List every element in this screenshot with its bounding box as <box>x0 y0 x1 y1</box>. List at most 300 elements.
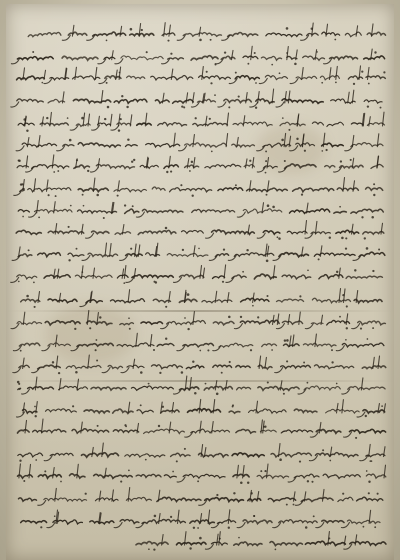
ink-stroke <box>288 315 290 325</box>
ink-stroke <box>183 343 214 347</box>
ink-stroke <box>199 500 207 505</box>
ink-stroke <box>303 56 325 60</box>
ink-stroke <box>290 78 298 83</box>
ink-dot <box>260 470 262 472</box>
handwritten-line <box>21 289 382 308</box>
ink-dot <box>242 271 244 273</box>
ink-stroke <box>338 497 353 501</box>
ink-stroke <box>320 246 322 256</box>
ink-dot <box>238 96 240 98</box>
ink-stroke <box>158 122 187 126</box>
ink-stroke <box>279 520 318 523</box>
ink-stroke <box>366 76 385 79</box>
ink-dot <box>153 349 155 351</box>
ink-stroke <box>367 32 385 35</box>
ink-stroke <box>334 211 346 213</box>
ink-stroke <box>19 498 37 501</box>
ink-stroke <box>55 224 57 235</box>
ink-stroke <box>299 312 301 324</box>
ink-stroke <box>229 78 237 83</box>
ink-dot <box>342 294 344 296</box>
ink-stroke <box>294 409 317 412</box>
ink-stroke <box>27 138 29 147</box>
ink-stroke <box>142 209 183 212</box>
ink-stroke <box>159 514 161 524</box>
ink-stroke <box>92 231 109 234</box>
ink-stroke <box>126 277 134 282</box>
ink-stroke <box>305 233 313 238</box>
ink-dot <box>350 159 352 161</box>
ink-stroke <box>228 510 230 524</box>
ink-stroke <box>11 59 19 64</box>
ink-dot <box>154 515 157 518</box>
ink-stroke <box>72 429 109 433</box>
handwritten-line <box>12 243 385 262</box>
ink-dot <box>254 52 256 54</box>
ink-stroke <box>259 356 261 369</box>
handwritten-line <box>17 66 386 85</box>
ink-stroke <box>217 534 219 545</box>
ink-dot <box>181 371 184 374</box>
ink-stroke <box>345 32 361 37</box>
ink-dot <box>219 538 221 540</box>
ink-dot <box>253 515 255 517</box>
ink-stroke <box>364 56 385 59</box>
ink-dot <box>339 206 341 208</box>
ink-stroke <box>205 544 213 549</box>
ink-stroke <box>173 100 194 104</box>
ink-dot <box>284 339 286 341</box>
ink-dot <box>68 259 70 261</box>
ink-stroke <box>32 165 69 169</box>
ink-dot <box>199 39 202 42</box>
ink-stroke <box>348 386 385 389</box>
ink-stroke <box>357 497 383 501</box>
ink-stroke <box>120 255 128 260</box>
ink-dot <box>106 40 108 42</box>
ink-stroke <box>293 188 334 192</box>
ink-stroke <box>137 123 151 125</box>
ink-dot <box>364 237 366 239</box>
ink-dot <box>167 40 169 42</box>
ink-stroke <box>377 156 379 168</box>
ink-dot <box>283 393 285 395</box>
ink-dot <box>117 195 119 197</box>
ink-stroke <box>136 542 168 546</box>
ink-stroke <box>130 34 154 37</box>
ink-stroke <box>282 275 311 279</box>
ink-stroke <box>130 115 132 126</box>
ink-dot <box>266 260 269 263</box>
ink-dot <box>140 404 142 406</box>
ink-stroke <box>366 474 386 478</box>
ink-stroke <box>352 324 360 329</box>
ink-dot <box>148 383 150 385</box>
ink-stroke <box>113 430 138 433</box>
ink-stroke <box>121 56 163 60</box>
ink-stroke <box>183 33 221 37</box>
ink-dot <box>366 247 369 250</box>
ink-dot <box>165 338 167 340</box>
ink-stroke <box>134 269 136 279</box>
ink-stroke <box>177 35 185 40</box>
ink-stroke <box>200 421 202 433</box>
ink-dot <box>76 248 78 250</box>
ink-stroke <box>171 453 190 456</box>
ink-stroke <box>266 244 268 256</box>
ink-stroke <box>45 321 80 325</box>
ink-stroke <box>232 144 255 147</box>
ink-stroke <box>84 410 109 413</box>
ink-stroke <box>226 134 228 147</box>
ink-stroke <box>132 275 173 278</box>
ink-stroke <box>360 456 368 461</box>
ink-stroke <box>17 57 53 60</box>
ink-stroke <box>279 253 308 257</box>
ink-stroke <box>215 381 217 390</box>
ink-dot <box>162 406 164 408</box>
ink-stroke <box>136 333 138 346</box>
ink-stroke <box>234 324 242 329</box>
ink-dot <box>240 316 242 318</box>
ink-dot <box>20 350 22 352</box>
ink-stroke <box>246 159 248 168</box>
ink-stroke <box>88 253 118 257</box>
ink-stroke <box>152 187 165 190</box>
ink-stroke <box>126 497 151 500</box>
ink-stroke <box>77 343 113 346</box>
ink-dot <box>87 170 89 172</box>
ink-dot <box>128 317 130 319</box>
ink-stroke <box>347 520 380 524</box>
ink-stroke <box>47 523 55 528</box>
ink-stroke <box>213 276 225 279</box>
ink-dot <box>206 71 208 73</box>
ink-dot <box>360 328 362 330</box>
ink-stroke <box>42 117 44 126</box>
ink-dot <box>371 216 374 219</box>
ink-dot <box>235 72 237 74</box>
ink-dot <box>372 327 374 329</box>
ink-dot <box>145 459 147 461</box>
ink-dot <box>184 448 186 450</box>
ink-dot <box>322 449 324 451</box>
ink-dot <box>267 381 269 383</box>
ink-stroke <box>171 69 173 79</box>
ink-dot <box>55 195 57 197</box>
ink-stroke <box>16 230 41 234</box>
ink-dot <box>252 305 254 307</box>
ink-stroke <box>350 429 386 433</box>
ink-stroke <box>277 299 304 302</box>
ink-dot <box>265 150 267 152</box>
ink-stroke <box>327 122 344 126</box>
ink-dot <box>275 549 277 551</box>
ink-dot <box>141 29 143 31</box>
ink-dot <box>35 415 37 417</box>
ink-stroke <box>193 122 228 126</box>
ink-stroke <box>224 265 226 278</box>
ink-dot <box>52 361 54 363</box>
ink-stroke <box>346 314 348 325</box>
ink-stroke <box>354 300 382 303</box>
ink-dot <box>75 371 78 374</box>
ink-stroke <box>136 212 144 217</box>
ink-stroke <box>200 266 202 279</box>
ink-stroke <box>91 387 126 390</box>
ink-stroke <box>272 89 274 103</box>
ink-stroke <box>127 365 144 368</box>
ink-dot <box>170 171 172 173</box>
ink-dot <box>368 480 370 482</box>
ink-dot <box>19 460 21 462</box>
ink-dot <box>22 216 24 218</box>
ink-dot <box>89 327 91 329</box>
ink-stroke <box>237 387 251 390</box>
ink-stroke <box>237 523 245 528</box>
ink-dot <box>46 117 48 119</box>
ink-dot <box>103 217 105 219</box>
ink-stroke <box>322 32 340 35</box>
ink-dot <box>193 527 195 529</box>
ink-dot <box>294 63 297 66</box>
ink-stroke <box>78 143 120 147</box>
ink-stroke <box>179 146 187 151</box>
ink-stroke <box>96 164 134 168</box>
ink-stroke <box>323 474 360 478</box>
ink-dot <box>377 493 379 495</box>
ink-stroke <box>363 410 385 413</box>
ink-stroke <box>312 122 323 125</box>
ink-stroke <box>110 244 112 257</box>
ink-dot <box>326 149 328 151</box>
ink-stroke <box>237 212 245 217</box>
ink-dot <box>211 151 213 153</box>
handwritten-line <box>11 46 384 65</box>
ink-stroke <box>206 233 214 238</box>
ink-stroke <box>366 187 383 190</box>
ink-dot <box>197 527 199 529</box>
ink-stroke <box>105 243 107 256</box>
ink-stroke <box>105 76 121 79</box>
handwritten-line <box>18 419 386 439</box>
ink-stroke <box>241 298 269 302</box>
ink-dot <box>23 480 25 482</box>
ink-stroke <box>161 324 169 329</box>
ink-stroke <box>259 78 267 83</box>
ink-stroke <box>305 541 345 545</box>
ink-dot <box>74 328 76 330</box>
ink-stroke <box>270 542 302 546</box>
handwritten-line <box>16 133 383 152</box>
ink-dot <box>233 492 235 494</box>
ink-dot <box>282 117 284 119</box>
ink-stroke <box>42 346 50 351</box>
ink-stroke <box>342 343 384 347</box>
ink-stroke <box>280 122 305 126</box>
ink-stroke <box>213 321 234 324</box>
ink-stroke <box>128 290 130 303</box>
ink-dot <box>304 150 306 152</box>
ink-dot <box>293 504 295 506</box>
ink-stroke <box>22 389 30 394</box>
ink-dot <box>96 194 99 197</box>
ink-dot <box>42 82 44 84</box>
ink-stroke <box>281 430 313 433</box>
ink-dot <box>192 360 194 362</box>
ink-stroke <box>141 322 163 325</box>
ink-dot <box>72 405 74 407</box>
ink-stroke <box>38 475 61 479</box>
ink-stroke <box>227 113 229 126</box>
ink-stroke <box>340 165 364 168</box>
ink-dot <box>255 107 257 109</box>
ink-dot <box>187 293 190 296</box>
ink-dot <box>181 105 183 107</box>
ink-dot <box>263 426 265 428</box>
ink-dot <box>28 249 30 251</box>
ink-dot <box>83 205 85 207</box>
ink-dot <box>368 492 370 494</box>
ink-stroke <box>56 335 58 347</box>
ink-dot <box>346 305 348 307</box>
manuscript-page <box>6 4 394 560</box>
ink-stroke <box>125 454 165 457</box>
ink-dot <box>33 282 35 284</box>
ink-stroke <box>193 135 195 147</box>
ink-stroke <box>77 379 79 390</box>
ink-dot <box>296 138 298 140</box>
ink-stroke <box>72 25 74 36</box>
ink-stroke <box>191 56 218 61</box>
ink-stroke <box>205 164 241 168</box>
ink-dot <box>361 216 363 218</box>
ink-stroke <box>281 365 311 368</box>
ink-stroke <box>322 143 344 146</box>
ink-stroke <box>93 268 95 278</box>
ink-dot <box>199 537 202 540</box>
ink-stroke <box>217 520 235 524</box>
ink-dot <box>183 106 185 108</box>
handwritten-line <box>16 221 384 240</box>
ink-stroke <box>18 210 29 212</box>
handwritten-line <box>11 311 385 331</box>
ink-stroke <box>136 474 161 477</box>
ink-dot <box>127 138 129 140</box>
ink-dot <box>374 51 376 53</box>
ink-stroke <box>193 312 195 325</box>
ink-stroke <box>121 368 129 373</box>
ink-dot <box>345 237 347 239</box>
ink-stroke <box>368 67 370 79</box>
ink-stroke <box>261 56 281 60</box>
ink-dot <box>124 204 126 206</box>
ink-dot <box>76 159 78 161</box>
ink-stroke <box>232 50 234 59</box>
ink-stroke <box>48 231 83 234</box>
ink-dot <box>172 471 174 473</box>
ink-dot <box>187 328 189 330</box>
ink-stroke <box>301 498 333 502</box>
ink-stroke <box>177 477 185 482</box>
ink-stroke <box>339 268 341 278</box>
ink-dot <box>373 194 375 196</box>
ink-stroke <box>157 344 174 347</box>
ink-dot <box>18 281 20 283</box>
ink-stroke <box>296 143 315 146</box>
ink-dot <box>311 28 313 30</box>
handwritten-line <box>19 488 383 506</box>
ink-dot <box>121 95 123 97</box>
ink-dot <box>189 547 191 549</box>
ink-dot <box>250 492 252 494</box>
ink-stroke <box>62 35 70 40</box>
ink-stroke <box>253 293 255 302</box>
ink-dot <box>68 226 70 228</box>
ink-stroke <box>16 146 24 151</box>
ink-stroke <box>28 387 54 390</box>
ink-dot <box>373 183 375 185</box>
ink-stroke <box>114 523 122 528</box>
ink-stroke <box>268 498 295 502</box>
ink-dot <box>288 129 290 131</box>
ink-stroke <box>346 276 382 278</box>
ink-stroke <box>258 386 299 390</box>
ink-dot <box>130 28 133 31</box>
ink-dot <box>240 481 243 484</box>
ink-stroke <box>137 410 153 414</box>
ink-dot <box>40 526 42 528</box>
ink-stroke <box>182 230 204 233</box>
ink-dot <box>249 160 251 162</box>
ink-stroke <box>208 510 210 524</box>
ink-dot <box>228 106 230 108</box>
ink-stroke <box>356 26 358 36</box>
ink-stroke <box>188 409 221 413</box>
ink-dot <box>197 480 199 482</box>
ink-dot <box>354 269 356 271</box>
ink-stroke <box>337 403 339 413</box>
ink-stroke <box>224 99 251 102</box>
ink-stroke <box>250 102 258 107</box>
ink-dot <box>214 94 216 96</box>
ink-dot <box>257 316 259 318</box>
ink-dot <box>279 72 281 74</box>
ink-dot <box>148 548 150 550</box>
ink-dot <box>346 327 348 329</box>
ink-stroke <box>301 35 309 40</box>
ink-stroke <box>18 388 21 389</box>
ink-dot <box>54 515 56 517</box>
ink-stroke <box>191 429 230 433</box>
ink-dot <box>106 82 108 84</box>
ink-dot <box>279 458 282 461</box>
ink-stroke <box>11 324 19 329</box>
ink-dot <box>153 281 155 283</box>
handwritten-line <box>18 464 386 484</box>
ink-dot <box>165 306 167 308</box>
ink-stroke <box>47 180 49 191</box>
ink-stroke <box>186 365 204 368</box>
ink-stroke <box>199 76 231 79</box>
ink-stroke <box>54 202 56 213</box>
ink-stroke <box>113 409 133 413</box>
ink-stroke <box>37 201 39 214</box>
ink-stroke <box>218 102 226 107</box>
ink-dot <box>345 248 347 250</box>
ink-stroke <box>18 430 30 433</box>
ink-dot <box>228 527 230 529</box>
